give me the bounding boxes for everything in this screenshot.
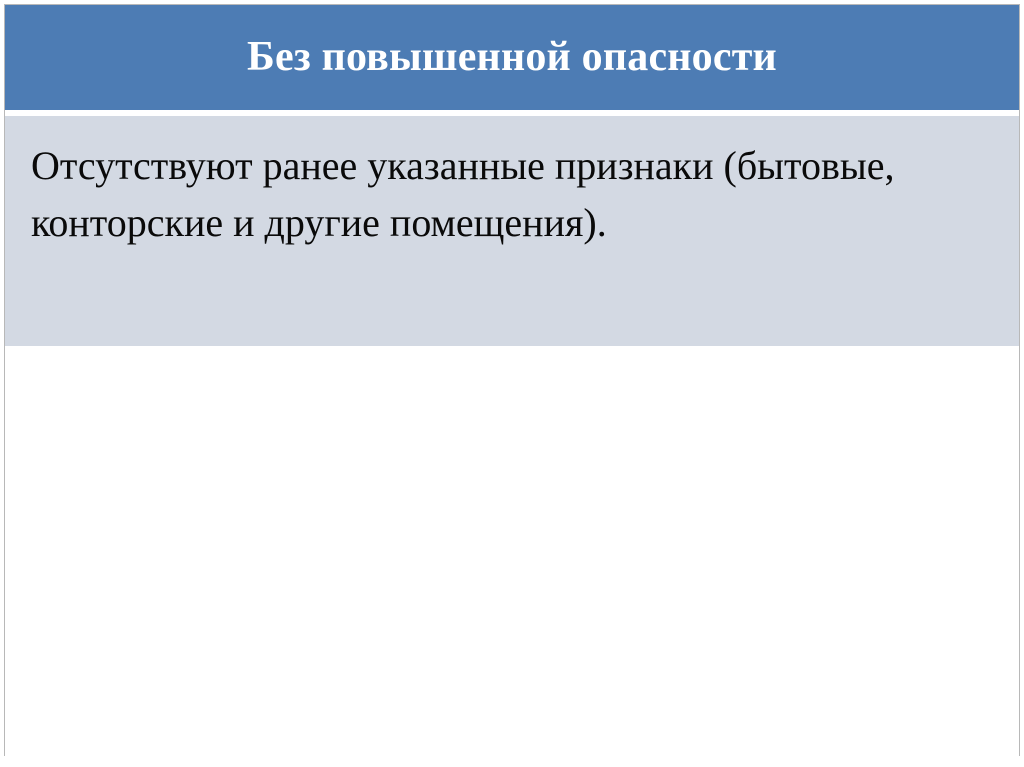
slide-title-banner	[5, 5, 1019, 110]
page-title: Без повышенной опасности	[247, 34, 777, 81]
slide-body-text: Отсутствуют ранее указанные признаки (бытовые, конторские и другие помещения).	[31, 143, 895, 245]
slide-empty-content-area	[5, 346, 1019, 756]
slide-body-panel	[5, 116, 1019, 346]
